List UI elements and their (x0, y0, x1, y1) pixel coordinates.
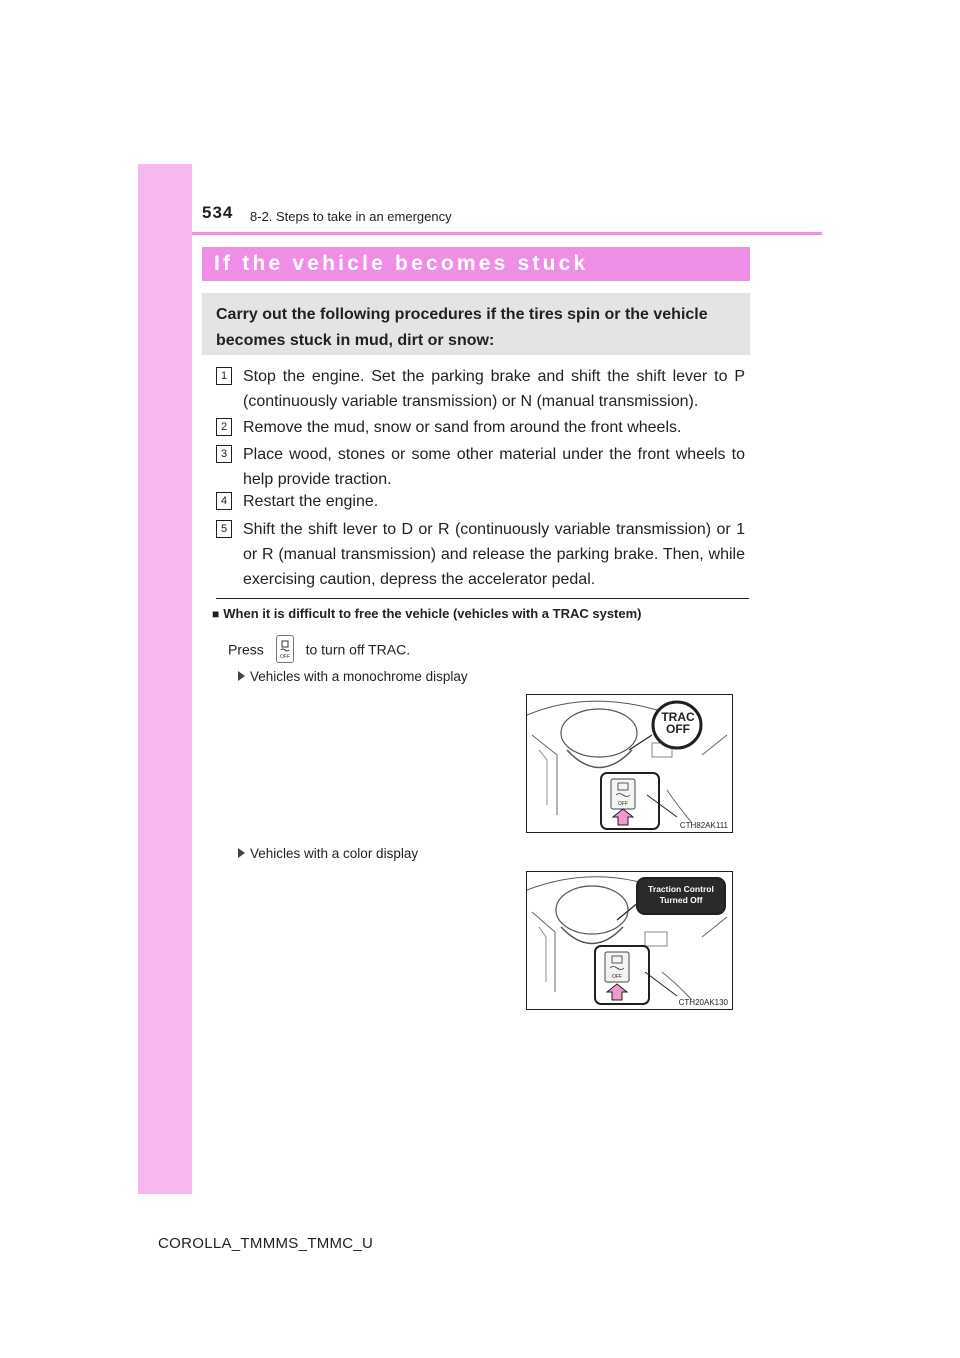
press-instruction (228, 637, 410, 665)
header-rule (192, 232, 822, 235)
section-title-bar (202, 247, 750, 281)
variant-label-text: Vehicles with a monochrome display (250, 669, 468, 684)
variant-label (238, 669, 468, 684)
section-reference: 8-2. Steps to take in an emergency (250, 209, 452, 224)
button-label: OFF (612, 974, 622, 980)
variant-label (238, 846, 418, 861)
section-title: If the vehicle becomes stuck (214, 252, 589, 275)
callout-line-1: TRAC (661, 710, 695, 724)
svg-text:OFF: OFF (279, 654, 290, 660)
dashboard-illustration-monochrome (526, 694, 733, 833)
side-tab-band (138, 164, 192, 1194)
note-heading (212, 606, 642, 621)
intro-text: Carry out the following procedures if the tires spin or the vehicle becomes stuck in mud, dirt or snow: (216, 306, 708, 349)
step-number: 4 (216, 492, 232, 510)
step-text: Shift the shift lever to D or R (continuously variable transmission) or 1 or R (manual transmission) and release the parking brake. Then, while exercising caution, depress the accelerator pedal. (243, 521, 745, 588)
callout-line-1: Traction Control (648, 884, 714, 894)
variant-label-text: Vehicles with a color display (250, 846, 419, 861)
arrow-bullet-icon (238, 848, 245, 858)
dashboard-illustration-color (526, 871, 733, 1010)
callout-line-2: Turned Off (659, 895, 703, 905)
section-divider (216, 598, 749, 599)
step-text: Restart the engine. (243, 493, 379, 510)
note-heading-text: When it is difficult to free the vehicle (vehicles with a TRAC system) (223, 606, 642, 621)
step-number: 3 (216, 445, 232, 463)
step-text: Remove the mud, snow or sand from around the front wheels. (243, 419, 682, 436)
press-prefix: Press (228, 641, 264, 658)
intro-box (202, 293, 750, 355)
button-label: OFF (618, 801, 628, 807)
illustration-code: CTH20AK130 (678, 998, 728, 1007)
step-number: 1 (216, 367, 232, 385)
callout-line-2: OFF (666, 722, 690, 736)
trac-off-callout (653, 711, 703, 735)
arrow-bullet-icon (238, 671, 245, 681)
page-number: 534 (202, 203, 234, 222)
square-bullet-icon: ■ (212, 607, 220, 621)
traction-control-callout (639, 884, 723, 906)
footer-document-id: COROLLA_TMMMS_TMMC_U (158, 1235, 374, 1252)
illustration-code: CTH82AK111 (679, 821, 728, 830)
step-text: Stop the engine. Set the parking brake and shift the shift lever to P (continuously variable transmission) or N (manual transmission). (243, 368, 745, 410)
step-number: 2 (216, 418, 232, 436)
step-text: Place wood, stones or some other material under the front wheels to help provide traction. (243, 446, 745, 488)
step-number: 5 (216, 520, 232, 538)
press-suffix: to turn off TRAC. (305, 641, 411, 658)
trac-off-button-icon (276, 635, 294, 663)
